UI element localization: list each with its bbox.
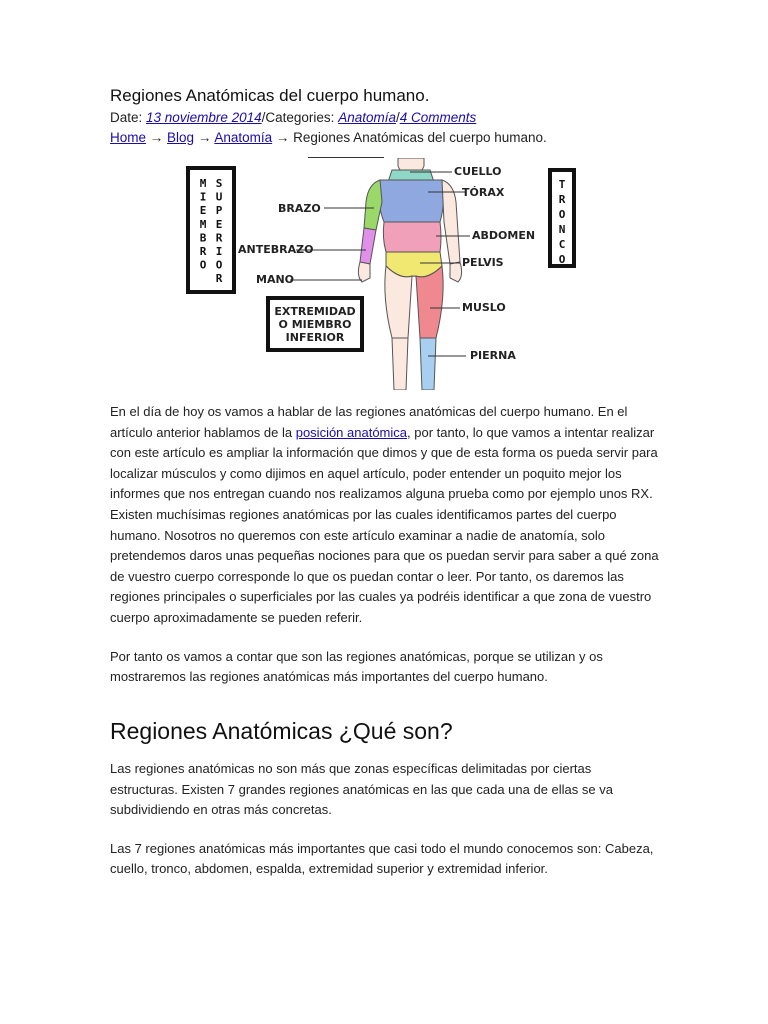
post-meta (110, 110, 476, 125)
vertical-letter: O (215, 258, 223, 272)
vertical-letter: R (199, 245, 207, 258)
meta-separator: / (395, 110, 400, 125)
vertical-letter: O (558, 208, 566, 221)
vertical-letter: N (558, 223, 566, 236)
miembro-superior-box (188, 168, 234, 292)
section-paragraphs (110, 759, 660, 880)
breadcrumb-arrow: → (272, 130, 294, 145)
body-silhouette (358, 158, 461, 390)
thigh-region (416, 266, 443, 338)
vertical-letter: R (558, 193, 566, 206)
label-pierna: PIERNA (470, 349, 516, 362)
paragraph-3: Por tanto os vamos a contar que son las regiones anatómicas, porque se utilizan y os mostraremos las regiones anatómicas más importantes del cuerpo humano. (110, 648, 603, 685)
label-cuello: CUELLO (454, 165, 502, 178)
vertical-letter: P (215, 204, 223, 218)
date-link[interactable]: 13 noviembre 2014 (146, 110, 262, 125)
post-title: Regiones Anatómicas del cuerpo humano. (110, 86, 430, 105)
anatomy-figure (110, 158, 710, 390)
section-heading: Regiones Anatómicas ¿Qué son? (110, 718, 453, 744)
extremidad-line-1: EXTREMIDAD (274, 305, 356, 318)
paragraph-1-text-b: , por tanto, lo que vamos a intentar realizar con este artículo es ampliar la información que dimos y que de esta forma os pueda servir para localizar músculos y como dijimos en aquel artículo, poder entender un poquito mejor los informes que nos entregan cuando nos realizamos alguna prueba como por ejemplo unos RX. (110, 424, 658, 502)
vertical-letter: O (199, 258, 207, 272)
label-torax: TÓRAX (462, 186, 505, 199)
breadcrumb-current: Regiones Anatómicas del cuerpo humano. (293, 130, 547, 145)
torax-region (379, 180, 444, 222)
label-brazo: BRAZO (278, 202, 321, 215)
label-abdomen: ABDOMEN (472, 229, 536, 242)
breadcrumb-arrow: → (194, 130, 215, 145)
vertical-letter: T (558, 178, 566, 191)
date-prefix: Date: (110, 110, 147, 125)
leg-region (420, 338, 436, 390)
label-antebrazo: ANTEBRAZO (238, 243, 314, 256)
vertical-letter: O (558, 253, 566, 266)
breadcrumb-arrow: → (146, 130, 168, 145)
breadcrumb-blog[interactable]: Blog (167, 130, 195, 145)
vertical-letter: S (215, 177, 223, 190)
forearm-region (360, 228, 376, 264)
extremidad-line-3: INFERIOR (285, 331, 345, 344)
vertical-letter: U (215, 190, 223, 204)
vertical-letter: C (558, 238, 566, 251)
intro-paragraphs (110, 402, 660, 688)
label-pelvis: PELVIS (462, 256, 504, 269)
paragraph-1-text-a: En el día de hoy os vamos a hablar de las regiones anatómicas del cuerpo humano. En el artículo anterior hablamos de la (110, 404, 628, 440)
paragraph-5: Las 7 regiones anatómicas más importantes que casi todo el mundo conocemos son: Cabeza, cuello, tronco, abdomen, espalda, extremidad superior y extremidad inferior. (110, 840, 654, 877)
extremidad-line-2: O MIEMBRO (278, 318, 352, 331)
vertical-letter: I (199, 190, 207, 204)
vertical-letter: R (215, 272, 223, 286)
superior-column (216, 177, 223, 285)
label-muslo: MUSLO (462, 301, 506, 314)
categories-prefix: Categories: (265, 110, 339, 125)
arm-region (364, 180, 382, 230)
vertical-letter: B (199, 231, 207, 245)
paragraph-2: Existen muchísimas regiones anatómicas por las cuales identificamos partes del cuerpo humano. Nosotros no queremos con este artículo examinar a nadie de anatomía, solo pretendemos daros unas pequeñas nociones para que os puedan servir para saber a qué zona de vuestro cuerpo corresponde lo que os puedan contar o leer. Por tanto, os daremos las regiones principales o superficiales por las cuales ya podréis identificar a que zona de vuestro cuerpo aproximadamente se pueden referir. (110, 506, 659, 625)
vertical-letter: E (199, 204, 207, 218)
category-link[interactable]: Anatomía (338, 110, 396, 125)
meta-separator: / (261, 110, 266, 125)
posicion-anatomica-link[interactable]: posición anatómica (295, 424, 408, 440)
breadcrumb (110, 130, 547, 145)
label-mano: MANO (256, 273, 295, 286)
paragraph-1 (110, 402, 660, 505)
breadcrumb-anatomia[interactable]: Anatomía (214, 130, 273, 145)
paragraph-4: Las regiones anatómicas no son más que zonas específicas delimitadas por ciertas estructuras. Existen 7 grandes regiones anatómicas en las que cada una de ellas se va subdividiendo en otras más concretas. (110, 761, 613, 818)
comments-link[interactable]: 4 Comments (399, 110, 477, 125)
vertical-letter: M (199, 217, 207, 231)
vertical-letter: M (199, 177, 207, 190)
miembro-column (200, 177, 207, 272)
vertical-letter: R (215, 231, 223, 245)
abdomen-region (383, 222, 441, 252)
vertical-letter: E (215, 217, 223, 231)
vertical-letter: I (215, 245, 223, 258)
breadcrumb-home[interactable]: Home (110, 130, 147, 145)
